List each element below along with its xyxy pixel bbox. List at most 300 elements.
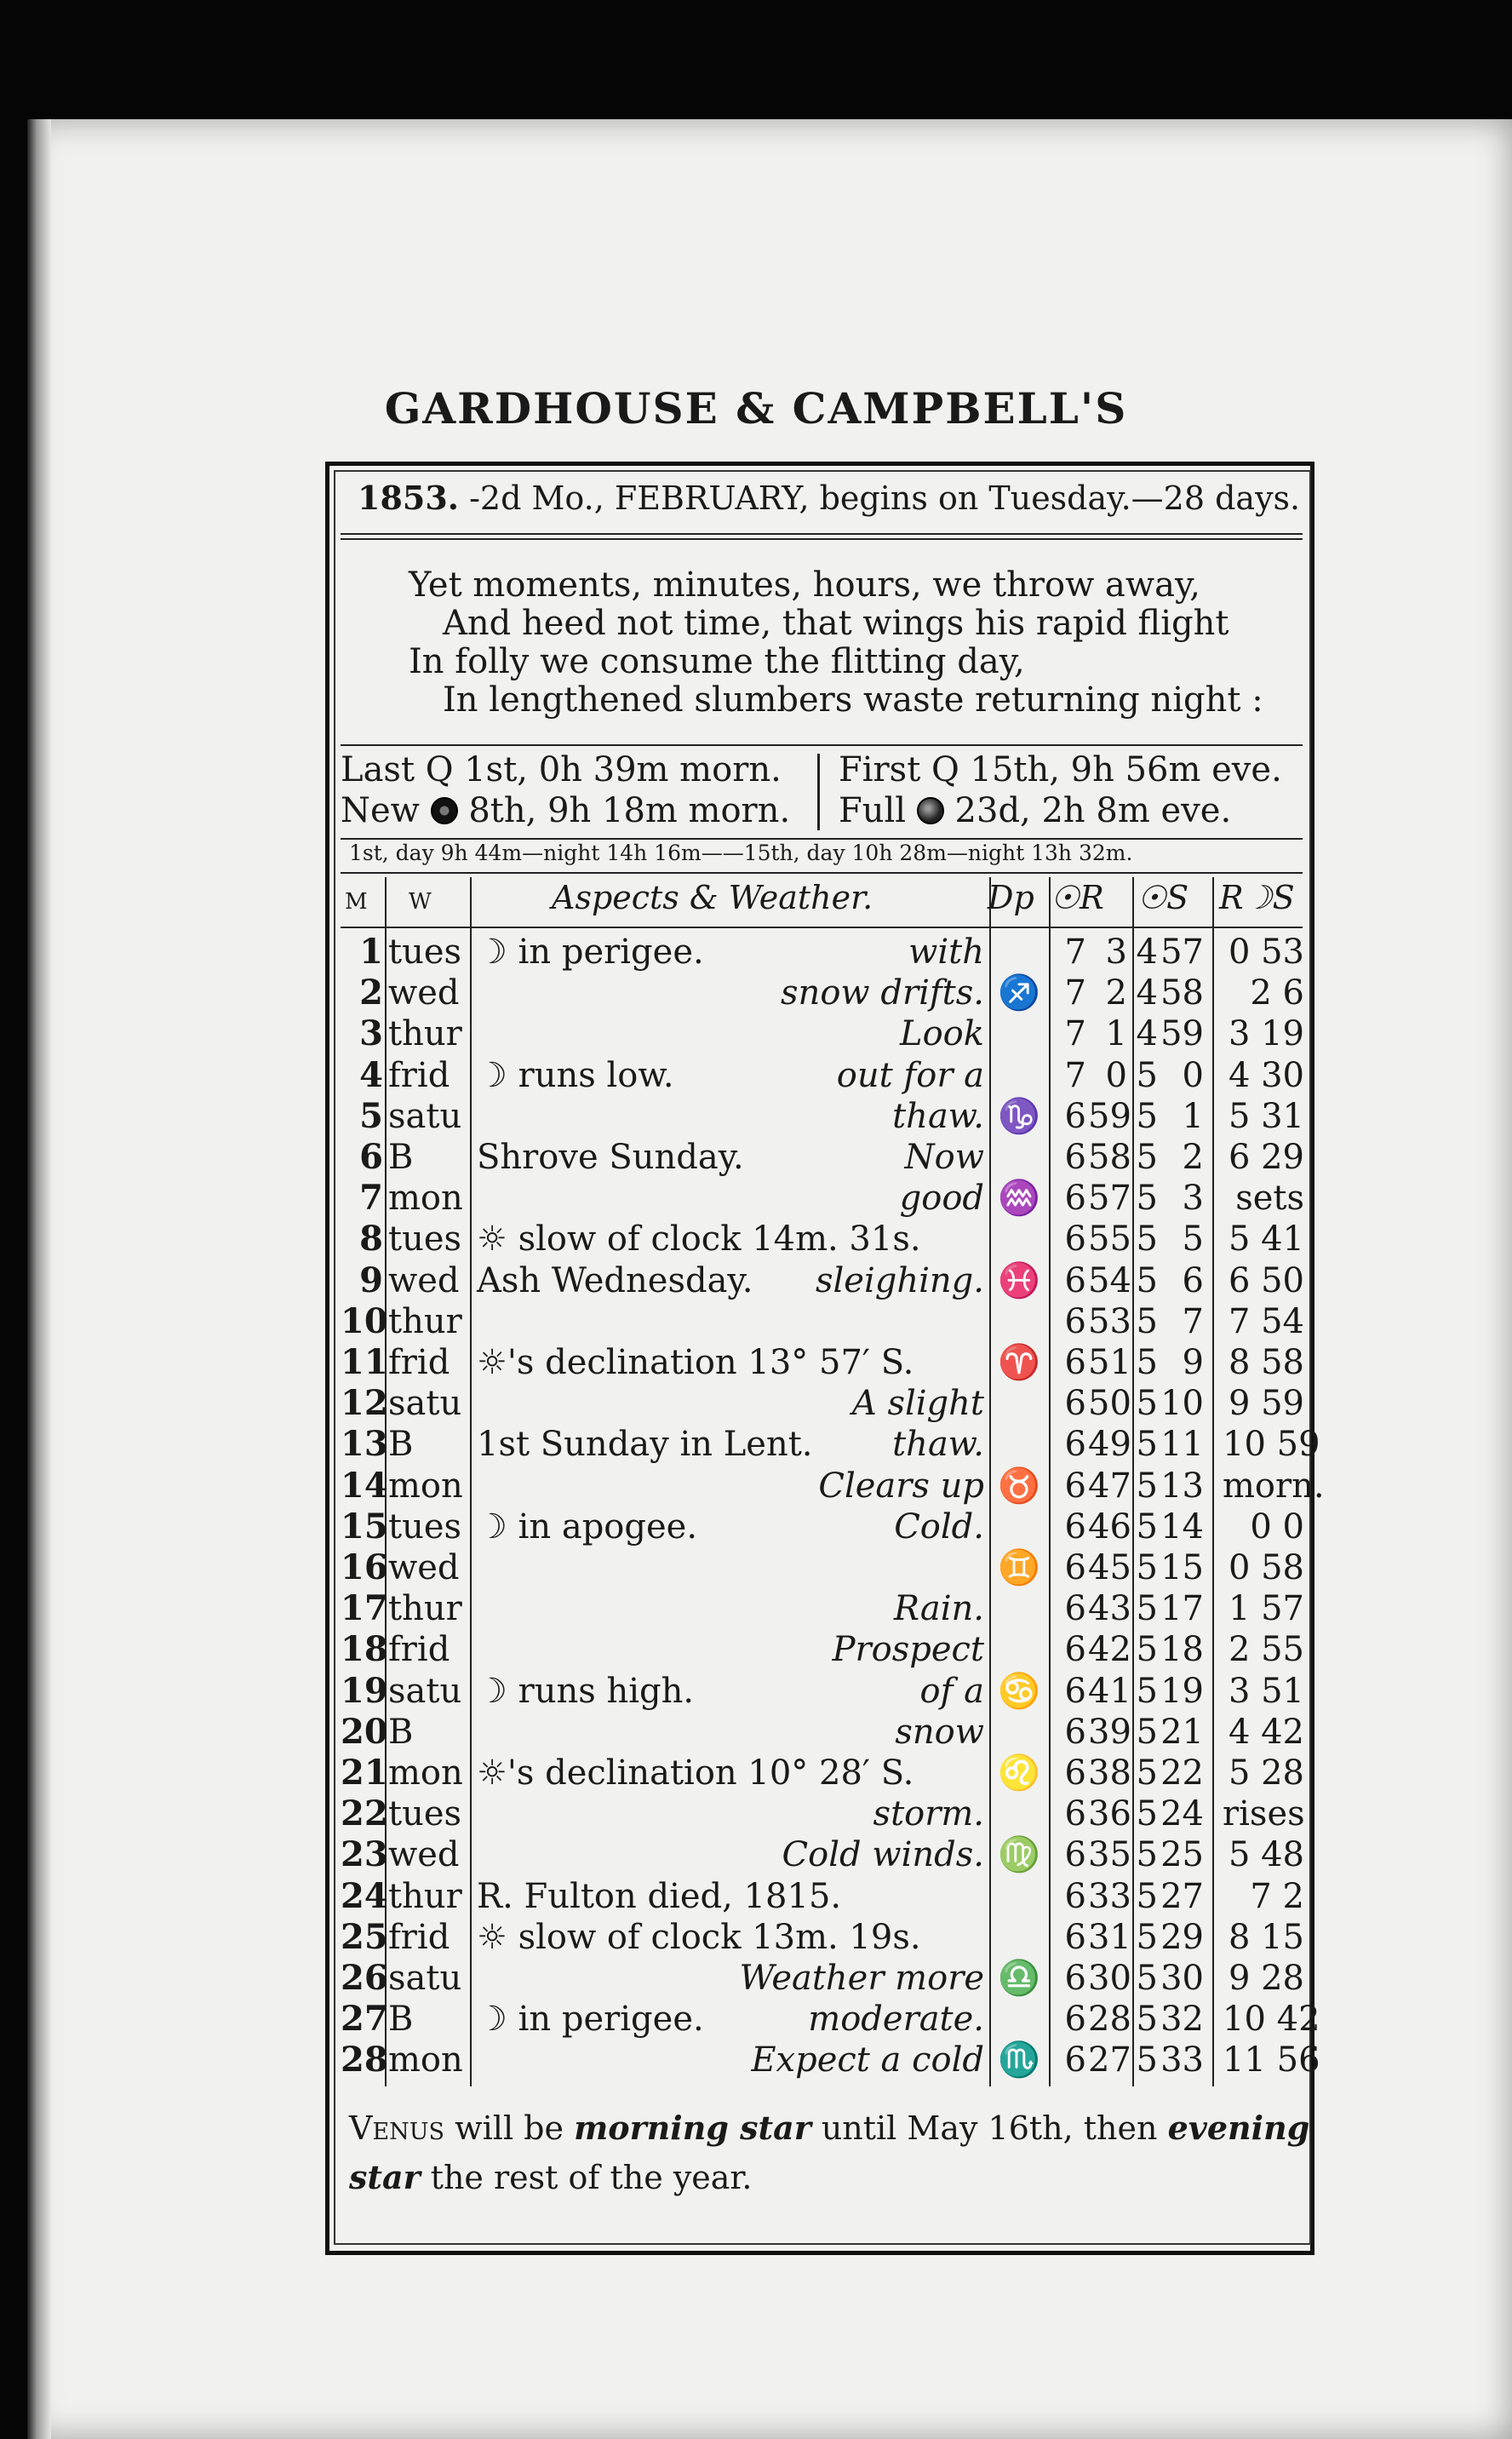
row-sunrise-minute: 2: [1105, 973, 1127, 1013]
row-week-day: frid: [388, 1630, 450, 1670]
row-weather: storm.: [873, 1794, 984, 1834]
row-weather: good: [899, 1179, 984, 1219]
row-moon-rise-set: 8 15: [1228, 1917, 1304, 1957]
row-sunset-minute: 3: [1182, 1179, 1204, 1219]
table-row: [0, 1260, 1512, 1301]
row-week-day: mon: [388, 2040, 463, 2080]
row-week-day: satu: [388, 1959, 462, 1998]
col-head-sun-sets: ☉S: [1137, 879, 1189, 916]
row-weather: Look: [900, 1014, 984, 1054]
row-sunset-minute: 59: [1160, 1014, 1204, 1054]
row-aspect: ☼'s declination 10° 28′ S.: [477, 1753, 914, 1793]
row-week-day: B: [388, 2000, 414, 2040]
row-sunset-minute: 7: [1182, 1301, 1204, 1341]
row-sunrise-hour: 6: [1064, 1876, 1086, 1916]
row-moon-rise-set: 0 53: [1228, 933, 1304, 972]
table-row: [0, 1834, 1512, 1875]
phase-new-label: New: [341, 791, 420, 830]
row-zodiac-sign: ♏: [998, 2040, 1040, 2080]
row-sunrise-hour: 6: [1064, 1138, 1086, 1177]
row-aspect: Ash Wednesday.: [477, 1260, 753, 1300]
row-sunset-minute: 5: [1182, 1220, 1204, 1260]
table-row: [0, 1547, 1512, 1588]
table-row: [0, 932, 1512, 973]
row-weather: out for a: [836, 1055, 984, 1095]
row-week-day: wed: [388, 1548, 460, 1587]
row-moon-rise-set: sets: [1235, 1179, 1304, 1219]
row-sunset-hour: 5: [1136, 1425, 1158, 1465]
row-sunrise-hour: 6: [1064, 2040, 1086, 2080]
row-day-number: 20: [341, 1711, 388, 1752]
row-aspect: ☼'s declination 13° 57′ S.: [477, 1343, 914, 1382]
row-aspect: Shrove Sunday.: [477, 1138, 744, 1177]
col-head-moon-rises-sets: R☽S: [1219, 879, 1295, 916]
row-sunrise-hour: 6: [1064, 1630, 1086, 1670]
row-zodiac-sign: ♈: [998, 1343, 1040, 1382]
row-sunset-minute: 57: [1160, 933, 1204, 972]
row-sunset-minute: 13: [1160, 1466, 1204, 1506]
row-moon-rise-set: 10 59: [1223, 1425, 1320, 1465]
row-sunrise-minute: 41: [1088, 1671, 1131, 1711]
row-sunset-minute: 17: [1160, 1589, 1204, 1629]
row-sunset-hour: 5: [1136, 1753, 1158, 1793]
rule-under-header-2: [341, 538, 1303, 540]
row-week-day: satu: [388, 1671, 462, 1711]
row-day-number: 18: [341, 1629, 388, 1670]
table-row: [0, 1137, 1512, 1178]
row-sunrise-minute: 36: [1088, 1794, 1131, 1834]
row-aspect: ☽ runs high.: [477, 1671, 695, 1711]
row-weather: Clears up: [818, 1466, 984, 1506]
month-year: 1853.: [358, 479, 459, 517]
table-row: [0, 1917, 1512, 1958]
row-day-number: 27: [341, 1999, 388, 2040]
row-sunrise-minute: 43: [1088, 1589, 1131, 1629]
table-row: [0, 1629, 1512, 1670]
moon-phases: [341, 749, 1303, 836]
phase-new: [341, 790, 790, 831]
row-sunset-hour: 5: [1136, 1630, 1158, 1670]
row-sunset-minute: 25: [1160, 1835, 1204, 1875]
col-head-moon-place: Dp: [988, 879, 1034, 916]
row-sunrise-minute: 59: [1088, 1096, 1131, 1136]
row-sunset-hour: 5: [1136, 1794, 1158, 1834]
phase-last-quarter: Last Q 1st, 0h 39m morn.: [341, 750, 782, 789]
col-head-month-day: M: [345, 889, 368, 915]
row-day-number: 15: [341, 1506, 388, 1547]
row-moon-rise-set: 5 31: [1228, 1096, 1304, 1136]
row-week-day: satu: [388, 1096, 462, 1136]
row-moon-rise-set: 5 48: [1228, 1835, 1304, 1875]
verse-line-4: In lengthened slumbers waste returning night :: [443, 680, 1263, 720]
row-sunset-minute: 15: [1160, 1548, 1204, 1587]
row-moon-rise-set: 6 29: [1228, 1138, 1304, 1177]
row-day-number: 7: [359, 1178, 383, 1219]
row-moon-rise-set: morn.: [1223, 1466, 1325, 1506]
row-sunrise-minute: 45: [1088, 1548, 1131, 1587]
footnote-evening: evening star: [349, 2109, 1310, 2196]
row-week-day: thur: [388, 1014, 462, 1054]
row-week-day: B: [388, 1425, 414, 1465]
row-zodiac-sign: ♑: [998, 1096, 1040, 1136]
row-sunset-hour: 5: [1136, 1260, 1158, 1300]
row-day-number: 25: [341, 1916, 388, 1957]
row-sunrise-hour: 6: [1064, 1179, 1086, 1219]
row-sunset-hour: 5: [1136, 1876, 1158, 1916]
row-zodiac-sign: ♎: [998, 1959, 1040, 1998]
row-moon-rise-set: 3 19: [1228, 1014, 1304, 1054]
row-weather: Cold.: [894, 1506, 984, 1547]
row-week-day: tues: [388, 1220, 462, 1260]
phase-first-quarter: First Q 15th, 9h 56m eve.: [839, 750, 1282, 789]
row-moon-rise-set: 6 50: [1228, 1260, 1304, 1300]
table-row: [0, 2040, 1512, 2080]
row-sunset-minute: 0: [1182, 1055, 1204, 1095]
row-sunset-hour: 5: [1136, 2000, 1158, 2040]
verse: [409, 566, 1263, 720]
row-sunrise-minute: 47: [1088, 1466, 1131, 1506]
row-aspect: ☽ in perigee.: [477, 2000, 704, 2040]
table-row: [0, 1876, 1512, 1917]
row-zodiac-sign: ♊: [998, 1548, 1040, 1587]
row-aspect: ☽ in apogee.: [477, 1506, 698, 1547]
row-week-day: wed: [388, 1835, 460, 1875]
row-moon-rise-set: 1 57: [1228, 1589, 1304, 1629]
row-weather: moderate.: [808, 2000, 984, 2040]
verse-line-2: And heed not time, that wings his rapid flight: [443, 604, 1229, 643]
row-weather: Prospect: [832, 1630, 984, 1670]
table-row: [0, 1178, 1512, 1219]
row-sunrise-hour: 6: [1064, 1753, 1086, 1793]
row-weather: snow: [895, 1712, 984, 1752]
row-sunset-minute: 18: [1160, 1630, 1204, 1670]
row-sunrise-hour: 6: [1064, 1260, 1086, 1300]
row-sunrise-hour: 6: [1064, 1384, 1086, 1424]
row-week-day: B: [388, 1138, 414, 1177]
table-row: [0, 1013, 1512, 1054]
row-sunrise-hour: 6: [1064, 1506, 1086, 1547]
phase-full-label: Full: [839, 791, 907, 830]
col-head-sun-rises: ☉R: [1051, 879, 1104, 916]
footnote-venus: Venus: [349, 2109, 445, 2147]
row-day-number: 19: [341, 1670, 388, 1711]
table-row: [0, 1301, 1512, 1342]
table-row: [0, 1958, 1512, 1999]
row-sunrise-minute: 1: [1105, 1014, 1127, 1054]
phase-divider: [817, 754, 820, 830]
rule-under-phases: [341, 838, 1303, 840]
phase-full-time: 23d, 2h 8m eve.: [954, 791, 1232, 830]
row-day-number: 23: [341, 1834, 388, 1875]
table-row: [0, 1466, 1512, 1506]
row-week-day: thur: [388, 1589, 462, 1629]
row-sunset-hour: 5: [1136, 1466, 1158, 1506]
row-week-day: tues: [388, 933, 462, 972]
row-moon-rise-set: 3 51: [1228, 1671, 1304, 1711]
row-sunrise-hour: 7: [1064, 1014, 1086, 1054]
table-row: [0, 1671, 1512, 1712]
row-sunrise-minute: 42: [1088, 1630, 1131, 1670]
table-row: [0, 1793, 1512, 1834]
row-day-number: 6: [359, 1137, 383, 1177]
row-week-day: mon: [388, 1179, 463, 1219]
row-sunrise-hour: 6: [1064, 1220, 1086, 1260]
row-day-number: 12: [341, 1383, 388, 1424]
month-title: -2d Mo., FEBRUARY, begins on Tuesday.—28 days.: [469, 479, 1301, 517]
row-week-day: tues: [388, 1794, 462, 1834]
row-week-day: wed: [388, 1260, 460, 1300]
row-sunrise-minute: 57: [1088, 1179, 1131, 1219]
row-weather: A slight: [851, 1384, 984, 1424]
row-day-number: 2: [359, 973, 383, 1013]
row-week-day: frid: [388, 1055, 450, 1095]
row-sunset-minute: 21: [1160, 1712, 1204, 1752]
table-row: [0, 1342, 1512, 1383]
table-row: [0, 1588, 1512, 1629]
row-moon-rise-set: 10 42: [1223, 2000, 1320, 2040]
table-row: [0, 973, 1512, 1013]
row-moon-rise-set: 0 58: [1228, 1548, 1304, 1587]
row-moon-rise-set: 7 2: [1250, 1876, 1304, 1916]
row-moon-rise-set: 9 59: [1228, 1384, 1304, 1424]
rule-under-column-heads: [341, 927, 1303, 928]
footnote-text-2: until May 16th, then: [810, 2109, 1168, 2147]
row-sunset-hour: 5: [1136, 1138, 1158, 1177]
table-row: [0, 1999, 1512, 2040]
row-sunset-minute: 29: [1160, 1917, 1204, 1957]
row-weather: of a: [919, 1671, 984, 1711]
row-sunrise-hour: 6: [1064, 1548, 1086, 1587]
verse-line-1: Yet moments, minutes, hours, we throw away,: [409, 565, 1200, 605]
row-sunset-minute: 58: [1160, 973, 1204, 1013]
row-sunset-hour: 4: [1136, 973, 1158, 1013]
row-week-day: thur: [388, 1301, 462, 1341]
row-sunset-minute: 6: [1182, 1260, 1204, 1300]
row-week-day: satu: [388, 1384, 462, 1424]
row-sunset-hour: 5: [1136, 1096, 1158, 1136]
row-sunrise-minute: 58: [1088, 1138, 1131, 1177]
row-sunset-minute: 1: [1182, 1096, 1204, 1136]
row-sunrise-hour: 6: [1064, 1096, 1086, 1136]
row-moon-rise-set: 2 6: [1250, 973, 1304, 1013]
row-sunset-minute: 2: [1182, 1138, 1204, 1177]
month-header: [358, 479, 1301, 517]
row-sunset-minute: 24: [1160, 1794, 1204, 1834]
row-week-day: frid: [388, 1343, 450, 1382]
row-day-number: 1: [359, 932, 383, 972]
footnote-text-3: the rest of the year.: [420, 2159, 753, 2196]
row-sunset-hour: 5: [1136, 2040, 1158, 2080]
row-sunrise-hour: 6: [1064, 1917, 1086, 1957]
row-moon-rise-set: 11 56: [1223, 2040, 1320, 2080]
row-moon-rise-set: 9 28: [1228, 1959, 1304, 1998]
row-sunset-hour: 5: [1136, 1589, 1158, 1629]
verse-line-3: In folly we consume the flitting day,: [409, 642, 1025, 681]
phase-new-time: 8th, 9h 18m morn.: [468, 791, 791, 830]
table-row: [0, 1753, 1512, 1793]
row-day-number: 4: [359, 1054, 383, 1095]
row-week-day: frid: [388, 1917, 450, 1957]
row-sunrise-hour: 6: [1064, 1466, 1086, 1506]
row-weather: with: [908, 933, 984, 972]
row-day-number: 8: [359, 1219, 383, 1260]
row-sunset-hour: 4: [1136, 1014, 1158, 1054]
row-weather: thaw.: [892, 1425, 984, 1465]
row-sunset-minute: 27: [1160, 1876, 1204, 1916]
row-day-number: 13: [341, 1424, 388, 1465]
row-sunrise-minute: 3: [1105, 933, 1127, 972]
row-week-day: mon: [388, 1753, 463, 1793]
table-row: [0, 1383, 1512, 1424]
row-moon-rise-set: 4 30: [1228, 1055, 1304, 1095]
new-moon-icon: [431, 797, 458, 824]
row-sunrise-minute: 27: [1088, 2040, 1131, 2080]
row-sunset-minute: 22: [1160, 1753, 1204, 1793]
row-sunset-hour: 5: [1136, 1548, 1158, 1587]
row-weather: Rain.: [893, 1589, 984, 1629]
row-sunrise-minute: 49: [1088, 1425, 1131, 1465]
row-weather: Expect a cold: [751, 2040, 984, 2080]
row-moon-rise-set: 5 28: [1228, 1753, 1304, 1793]
row-zodiac-sign: ♋: [998, 1671, 1040, 1711]
row-moon-rise-set: rises: [1223, 1794, 1305, 1834]
row-sunset-hour: 5: [1136, 1343, 1158, 1382]
row-week-day: thur: [388, 1876, 462, 1916]
row-zodiac-sign: ♓: [998, 1260, 1040, 1300]
row-sunrise-minute: 54: [1088, 1260, 1131, 1300]
row-week-day: tues: [388, 1506, 462, 1547]
row-aspect: R. Fulton died, 1815.: [477, 1876, 842, 1916]
row-sunrise-minute: 33: [1088, 1876, 1131, 1916]
row-zodiac-sign: ♐: [998, 973, 1040, 1013]
row-zodiac-sign: ♒: [998, 1179, 1040, 1219]
row-aspect: ☼ slow of clock 14m. 31s.: [477, 1220, 921, 1260]
row-sunset-hour: 5: [1136, 1506, 1158, 1547]
row-sunset-hour: 5: [1136, 1301, 1158, 1341]
row-sunset-hour: 5: [1136, 1712, 1158, 1752]
row-weather: thaw.: [892, 1096, 984, 1136]
venus-footnote: [349, 2103, 1311, 2202]
table-row: [0, 1219, 1512, 1260]
row-moon-rise-set: 4 42: [1228, 1712, 1304, 1752]
row-sunrise-minute: 55: [1088, 1220, 1131, 1260]
row-sunrise-hour: 6: [1064, 1425, 1086, 1465]
row-sunset-hour: 5: [1136, 1671, 1158, 1711]
row-moon-rise-set: 5 41: [1228, 1220, 1304, 1260]
row-week-day: wed: [388, 973, 460, 1013]
row-sunrise-minute: 50: [1088, 1384, 1131, 1424]
row-weather: sleighing.: [815, 1260, 984, 1300]
row-day-number: 28: [341, 2040, 388, 2080]
row-sunset-hour: 5: [1136, 1835, 1158, 1875]
row-sunrise-minute: 51: [1088, 1343, 1131, 1382]
row-moon-rise-set: 2 55: [1228, 1630, 1304, 1670]
row-sunrise-hour: 7: [1064, 1055, 1086, 1095]
row-day-number: 3: [359, 1013, 383, 1054]
table-row: [0, 1712, 1512, 1753]
day-length-line: 1st, day 9h 44m—night 14h 16m——15th, day 10h 28m—night 13h 32m.: [349, 841, 1133, 865]
row-day-number: 17: [341, 1588, 388, 1629]
row-aspect: 1st Sunday in Lent.: [477, 1425, 813, 1465]
row-week-day: B: [388, 1712, 414, 1752]
row-sunset-minute: 32: [1160, 2000, 1204, 2040]
row-aspect: ☽ in perigee.: [477, 933, 704, 972]
row-sunrise-hour: 6: [1064, 2000, 1086, 2040]
row-sunset-hour: 4: [1136, 933, 1158, 972]
row-sunrise-minute: 53: [1088, 1301, 1131, 1341]
row-moon-rise-set: 8 58: [1228, 1343, 1304, 1382]
row-moon-rise-set: 0 0: [1250, 1506, 1304, 1547]
table-row: [0, 1055, 1512, 1096]
row-weather: Weather more: [739, 1959, 984, 1998]
row-sunrise-minute: 0: [1105, 1055, 1127, 1095]
row-sunrise-hour: 6: [1064, 1301, 1086, 1341]
row-day-number: 21: [341, 1753, 388, 1793]
row-sunrise-hour: 6: [1064, 1835, 1086, 1875]
table-row: [0, 1424, 1512, 1465]
row-day-number: 14: [341, 1465, 388, 1506]
row-day-number: 26: [341, 1958, 388, 1998]
row-sunset-hour: 5: [1136, 1055, 1158, 1095]
row-sunrise-hour: 7: [1064, 933, 1086, 972]
row-sunset-minute: 11: [1160, 1425, 1204, 1465]
row-sunrise-hour: 6: [1064, 1712, 1086, 1752]
row-sunrise-hour: 6: [1064, 1794, 1086, 1834]
row-sunrise-minute: 46: [1088, 1506, 1131, 1547]
row-weather: snow drifts.: [781, 973, 984, 1013]
row-sunset-hour: 5: [1136, 1179, 1158, 1219]
row-sunset-hour: 5: [1136, 1220, 1158, 1260]
row-aspect: ☼ slow of clock 13m. 19s.: [477, 1917, 921, 1957]
footnote-morning: morning star: [574, 2109, 811, 2147]
row-day-number: 24: [341, 1875, 388, 1916]
row-sunset-hour: 5: [1136, 1917, 1158, 1957]
row-sunrise-hour: 7: [1064, 973, 1086, 1013]
row-sunrise-minute: 28: [1088, 2000, 1131, 2040]
row-sunset-hour: 5: [1136, 1384, 1158, 1424]
row-day-number: 16: [341, 1547, 388, 1587]
footnote-text-1: will be: [444, 2109, 575, 2147]
row-sunset-minute: 30: [1160, 1959, 1204, 1998]
rule-under-verse: [341, 744, 1303, 746]
row-zodiac-sign: ♍: [998, 1835, 1040, 1875]
page-heading: GARDHOUSE & CAMPBELL'S: [384, 383, 1128, 433]
table-row: [0, 1506, 1512, 1547]
row-zodiac-sign: ♌: [998, 1753, 1040, 1793]
row-sunset-hour: 5: [1136, 1959, 1158, 1998]
row-sunrise-minute: 30: [1088, 1959, 1131, 1998]
full-moon-icon: [917, 797, 944, 824]
row-week-day: mon: [388, 1466, 463, 1506]
row-zodiac-sign: ♉: [998, 1466, 1040, 1506]
row-sunrise-hour: 6: [1064, 1671, 1086, 1711]
col-head-aspects: Aspects & Weather.: [552, 879, 873, 916]
rule-under-day-length: [341, 872, 1303, 874]
row-sunset-minute: 19: [1160, 1671, 1204, 1711]
table-row: [0, 1096, 1512, 1137]
row-day-number: 9: [359, 1260, 383, 1300]
rule-under-header: [341, 533, 1303, 535]
row-sunrise-hour: 6: [1064, 1343, 1086, 1382]
row-sunrise-minute: 38: [1088, 1753, 1131, 1793]
row-day-number: 11: [341, 1342, 388, 1382]
row-sunrise-hour: 6: [1064, 1959, 1086, 1998]
row-sunset-minute: 9: [1182, 1343, 1204, 1382]
row-day-number: 5: [359, 1095, 383, 1136]
row-sunset-minute: 33: [1160, 2040, 1204, 2080]
row-moon-rise-set: 7 54: [1228, 1301, 1304, 1341]
row-sunrise-hour: 6: [1064, 1589, 1086, 1629]
